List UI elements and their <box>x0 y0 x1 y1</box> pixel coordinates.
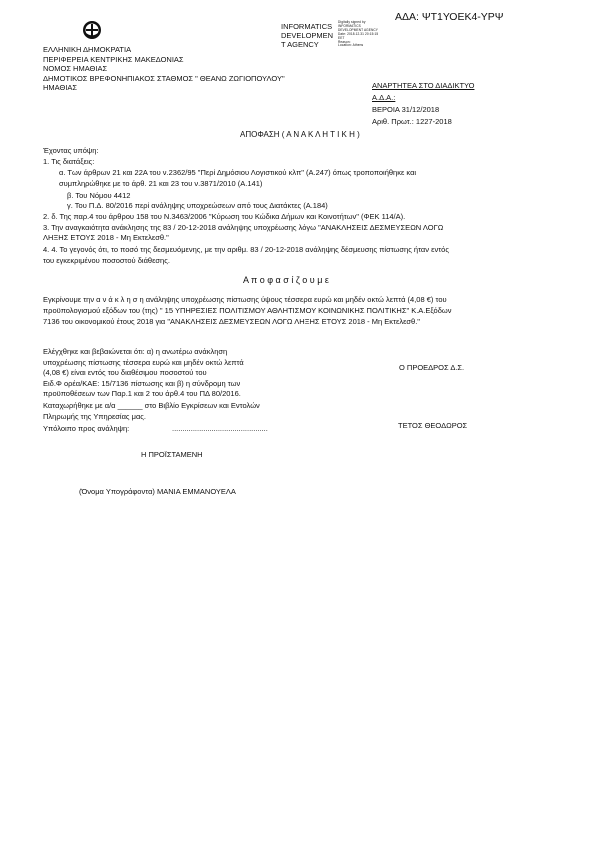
protocol-number: Αριθ. Πρωτ.: 1227-2018 <box>372 117 452 126</box>
president-name: ΤΕΤΟΣ ΘΕΟΔΩΡΟΣ <box>398 421 468 430</box>
header-line: ΕΛΛΗΝΙΚΗ ΔΗΜΟΚΡΑΤΙΑ <box>43 45 132 54</box>
logo-line: INFORMATICS <box>281 22 333 31</box>
signature-line: Digitally signed by <box>338 20 366 24</box>
registration-block <box>43 401 260 422</box>
list-item: συμπληρώθηκε με το άρθ. 21 και 23 του ν.3871/2010 (Α.141) <box>59 179 263 188</box>
decision-line: προϋπολογισμού εξόδων του (της) " 15 ΥΠΗΡΕΣΙΕΣ ΠΟΛΙΤΙΣΜΟΥ ΑΘΛΗΤΙΣΜΟΥ ΚΟΙΝΩΝΙΚΗΣ ΠΟΛΙΤΙΚΗΣ" Κ.Α.Εξόδων <box>43 306 452 315</box>
verification-line: Ελέγχθηκε και βεβαιώνεται ότι: α) η ανωτέρω ανάκληση <box>43 347 228 356</box>
verification-line: προϋποθέσεων των Παρ.1 και 2 του άρθ.4 του ΠΔ 80/2016. <box>43 389 241 398</box>
verification-line: υποχρέωσης πίστωσης τέσσερα ευρώ και μηδέν οκτώ λεπτά <box>43 357 244 367</box>
signature-line: INFORMATICS <box>338 23 361 28</box>
balance-dots: .............................................. <box>172 424 268 433</box>
document-title: ΑΠΟΦΑΣΗ ( Α Ν Α Κ Λ Η Τ Ι Κ Η ) <box>240 130 360 139</box>
list-item: 4. 4. Το γεγονός ότι, το ποσό της δεσμευόμενης, με την αριθμ. 83 / 20-12-2018 ανάληψης δέσμευσης πίστωσης ήταν εντός <box>43 245 449 254</box>
logo-line: DEVELOPMEN <box>281 31 334 40</box>
issuer-header <box>43 45 285 93</box>
intro-text: Έχοντας υπόψη: <box>43 146 99 155</box>
informatics-agency-logo <box>281 22 333 49</box>
registration-line: Πληρωμής της Υπηρεσίας μας. <box>43 411 146 421</box>
document-date: ΒΕΡΟΙΑ 31/12/2018 <box>372 105 440 114</box>
signature-line: DEVELOPMENT AGENCY <box>338 27 379 32</box>
signer-name: (Όνομα Υπογράφοντα) ΜΑΝΙΑ ΕΜΜΑΝΟΥΕΛΑ <box>79 487 236 496</box>
decision-heading: Α π ο φ α σ ί ζ ο υ μ ε <box>243 275 329 285</box>
list-item: α. Των άρθρων 21 και 22Α του ν.2362/95 "Περί Δημόσιου Λογιστικού κλπ" (Α.247) όπως τροποποιήθηκε και <box>59 168 417 177</box>
signature-line: EET <box>338 35 345 40</box>
head-title: Η ΠΡΟΪΣΤΑΜΕΝΗ <box>141 450 203 459</box>
signature-line: Location: Athens <box>338 43 364 48</box>
verification-block <box>43 347 244 400</box>
list-item: β. Του Νόμου 4412 <box>67 191 131 200</box>
registration-line: Καταχωρήθηκε με α/α ______ στο Βιβλίο Εγκρίσεων και Εντολών <box>43 401 260 410</box>
president-title: Ο ΠΡΟΕΔΡΟΣ Δ.Σ. <box>399 363 465 372</box>
header-line: ΔΗΜΟΤΙΚΟΣ ΒΡΕΦΟΝΗΠΙΑΚΟΣ ΣΤΑΘΜΟΣ " ΘΕΑΝΩ ΖΩΓΙΟΠΟΥΛΟΥ" <box>43 73 285 83</box>
ada-label: Α.Δ.Α.: <box>372 93 396 102</box>
signature-line: Reason: <box>338 39 351 44</box>
ada-code: ΑΔΑ: ΨΤ1ΥΟΕΚ4-ΥΡΨ <box>395 11 504 23</box>
balance-label: Υπόλοιπο προς ανάληψη: <box>43 424 130 433</box>
verification-line: (4,08 €) είναι εντός του διαθέσιμου ποσοστού του <box>43 368 207 377</box>
verification-line: Ειδ.Φ ορέα/ΚΑΕ: 15/7136 πίστωσης και β) η σύνδρομη των <box>43 378 241 388</box>
post-notice: ΑΝΑΡΤΗΤΕΑ ΣΤΟ ΔΙΑΔΙΚΤΥΟ <box>372 81 475 90</box>
decision-line: 7136 του οικονομικού έτους 2018 για "ΑΝΑΚΛΗΣΕΙΣ ΔΕΣΜΕΥΣΕΩΝ ΛΟΓΩ ΛΗΞΗΣ ΕΤΟΥΣ 2018 - Μη Εκτελεσθ." <box>43 317 420 326</box>
list-item: γ. Του Π.Δ. 80/2016 περί ανάληψης υποχρεώσεων από τους Διατάκτες (Α.184) <box>67 201 328 210</box>
header-line: ΗΜΑΘΙΑΣ <box>43 83 78 93</box>
greek-emblem-icon <box>82 20 102 40</box>
list-item: 2. δ. Της παρ.4 του άρθρου 158 του Ν.3463/2006 "Κύρωση του Κώδικα Δήμων και Κοινοτήτων" (ΦΕΚ 114/Α). <box>43 212 406 221</box>
list-item: του εγκεκριμένου ποσοστού διάθεσης. <box>43 256 170 265</box>
logo-line: T AGENCY <box>281 40 319 49</box>
signature-line: Date: 2018.12.31 20:15:15 <box>338 31 379 36</box>
list-item: ΛΗΞΗΣ ΕΤΟΥΣ 2018 - Μη Εκτελεσθ." <box>43 233 169 242</box>
header-line: ΝΟΜΟΣ ΗΜΑΘΙΑΣ <box>43 64 108 74</box>
list-item: 1. Τις διατάξεις: <box>43 157 95 166</box>
list-item: 3. Την αναγκαιότητα ανάκλησης της 83 / 20-12-2018 ανάληψης υποχρέωσης λόγω "ΑΝΑΚΛΗΣΕΙΣ ΔΕΣΜΕΥΣΕΩΝ ΛΟΓΩ <box>43 223 444 232</box>
decision-line: Εγκρίνουμε την α ν ά κ λ η σ η ανάληψης υποχρέωσης πίστωσης ύψους τέσσερα ευρώ και μηδέν οκτώ λεπτά (4,08 €) του <box>43 295 447 304</box>
header-line: ΠΕΡΙΦΕΡΕΙΑ ΚΕΝΤΡΙΚΗΣ ΜΑΚΕΔΟΝΙΑΣ <box>43 54 184 64</box>
digital-signature-stamp <box>338 21 378 48</box>
